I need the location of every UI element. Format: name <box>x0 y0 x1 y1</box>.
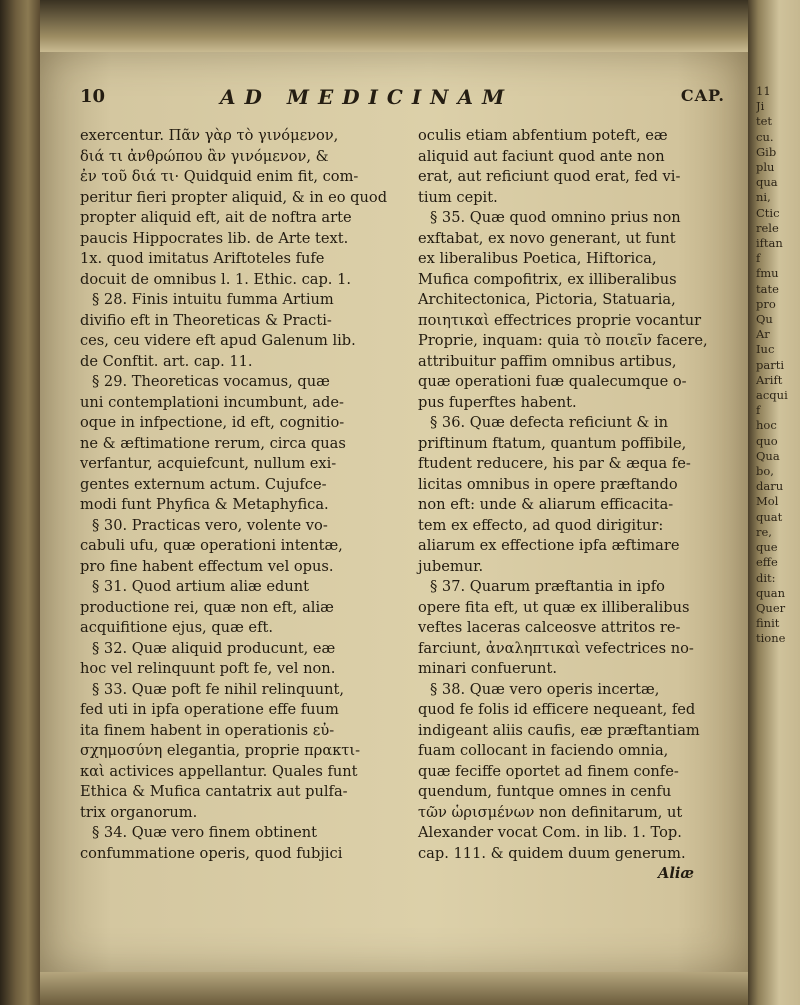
facing-page-fragment: Gib <box>756 144 777 159</box>
page-number: 10 <box>80 86 106 107</box>
facing-page-fragment: Qu <box>756 312 773 327</box>
left-text-column <box>80 126 400 864</box>
text-line: acquifitione ejus, quæ eft. <box>80 619 273 636</box>
facing-page-fragment: effe <box>756 555 778 570</box>
facing-page-fragment: Ctic <box>756 205 780 220</box>
text-line: attribuitur paffim omnibus artibus, <box>418 352 677 370</box>
text-line: τῶν ὡρισμένων non definitarum, ut <box>418 803 683 821</box>
text-line: Aliæ <box>658 865 695 882</box>
text-line: quæ feciffe oportet ad finem confe- <box>418 762 679 780</box>
facing-page-fragment: bo, <box>756 464 774 479</box>
text-line: § 35. Quæ quod omnino prius non <box>430 209 681 226</box>
text-line: oculis etiam abfentium poteft, eæ <box>418 127 668 144</box>
text-line: docuit de omnibus l. 1. Ethic. cap. 1. <box>80 270 352 288</box>
text-line: Alexander vocat Com. in lib. 1. Top. <box>418 824 682 841</box>
chapter-abbreviation: CAP. <box>680 86 725 105</box>
book-binding-left <box>0 0 40 1005</box>
facing-page-fragment: Arift <box>756 372 783 387</box>
facing-page-text-strip <box>756 84 800 647</box>
text-line: cabuli ufu, quæ operationi intentæ, <box>80 537 343 554</box>
facing-page-fragment: pro <box>756 296 776 311</box>
text-line: Ethica & Mufica cantatrix aut pulfa- <box>80 783 348 800</box>
text-line: Architectonica, Pictoria, Statuaria, <box>418 291 676 308</box>
facing-page-fragment: quan <box>756 585 786 600</box>
text-line: oque in infpectione, id eft, cognitio- <box>80 414 345 431</box>
text-line: minari confuerunt. <box>418 660 557 677</box>
text-line: erat, aut reficiunt quod erat, fed vi- <box>418 168 681 185</box>
text-line: § 37. Quarum præftantia in ipfo <box>430 578 665 595</box>
text-line: divifio eft in Theoreticas & Practi- <box>80 311 332 329</box>
text-line: jubemur. <box>418 557 484 575</box>
text-line: paucis Hippocrates lib. de Arte text. <box>80 229 349 247</box>
text-line: διά τι ἀνθρώπου ἂν γινόμενον, & <box>80 147 329 165</box>
text-line: aliarum ex effectione ipfa æftimare <box>418 537 680 554</box>
text-line: § 38. Quæ vero operis incertæ, <box>430 680 660 698</box>
facing-page-fragment: Iuc <box>756 342 775 357</box>
text-line: productione rei, quæ non eft, aliæ <box>80 598 334 616</box>
text-line: ita finem habent in operationis εὐ- <box>80 721 335 739</box>
facing-page-fragment: tate <box>756 281 779 296</box>
text-line: § 28. Finis intuitu fumma Artium <box>92 291 334 308</box>
text-line: fed uti in ipfa operatione effe fuum <box>80 701 339 718</box>
text-line: verfantur, acquiefcunt, nullum exi- <box>80 455 337 472</box>
text-line: ἐν τοῦ διά τι· Quidquid enim fit, com- <box>80 168 359 185</box>
facing-page-fragment: iftan <box>756 236 783 251</box>
facing-page-fragment: ni, <box>756 190 771 205</box>
text-line: peritur fieri propter aliquid, & in eo quod <box>80 188 388 206</box>
text-line: hoc vel relinquunt poft fe, vel non. <box>80 660 336 677</box>
text-line: ex liberalibus Poetica, Hiftorica, <box>418 250 657 267</box>
facing-page-fragment: fmu <box>756 266 779 281</box>
text-line: licitas omnibus in opere præftando <box>418 475 678 493</box>
page-top-shadow <box>40 0 748 52</box>
text-line: opere fita eft, ut quæ ex illiberalibus <box>418 598 690 616</box>
text-line: § 31. Quod artium aliæ edunt <box>92 578 310 595</box>
text-line: καὶ activices appellantur. Quales funt <box>80 762 358 780</box>
text-line: ne & æftimatione rerum, circa quas <box>80 434 346 452</box>
text-line: veftes laceras calceosve attritos re- <box>418 619 681 636</box>
text-line: quod fe folis id efficere nequeant, fed <box>418 701 696 718</box>
right-text-column <box>418 126 740 885</box>
facing-page-fragment: re, <box>756 524 772 539</box>
facing-page-fragment: plu <box>756 160 775 175</box>
text-line: exercentur. Πᾶν γὰρ τὸ γινόμενον, <box>80 127 339 144</box>
facing-page-fragment: hoc <box>756 418 777 433</box>
text-line: priftinum ftatum, quantum poffibile, <box>418 434 687 452</box>
facing-page-fragment: f <box>756 251 761 266</box>
facing-page-fragment: dit: <box>756 570 776 585</box>
facing-page-fragment: que <box>756 540 778 555</box>
facing-page-fragment: Qua <box>756 448 780 463</box>
facing-page-fragment: Quer <box>756 600 786 615</box>
facing-page-fragment: Mol <box>756 494 779 509</box>
text-line: cap. 111. & quidem duum generum. <box>418 844 686 862</box>
text-line: § 29. Theoreticas vocamus, quæ <box>92 373 330 390</box>
facing-page-fragment: f <box>756 403 761 418</box>
text-line: ftudent reducere, his par & æqua fe- <box>418 455 691 472</box>
text-line: quæ operationi fuæ qualecumque o- <box>418 373 687 390</box>
facing-page-fragment: rele <box>756 220 779 235</box>
facing-page-fragment: finit <box>756 616 780 631</box>
text-line: pro fine habent effectum vel opus. <box>80 557 334 575</box>
facing-page-fragment: quo <box>756 433 778 448</box>
text-line: indigeant aliis caufis, eæ præftantiam <box>418 721 700 739</box>
text-line: § 36. Quæ defecta reficiunt & in <box>430 414 669 431</box>
facing-page-fragment: tione <box>756 631 786 646</box>
text-line: modi funt Phyfica & Metaphyfica. <box>80 496 329 513</box>
text-line: aliquid aut faciunt quod ante non <box>418 147 665 165</box>
text-line: gentes externum actum. Cujufce- <box>80 475 327 493</box>
facing-page-fragment: daru <box>756 479 784 494</box>
facing-page-fragment: Ji <box>756 99 765 114</box>
facing-page-fragment: acqui <box>756 388 788 403</box>
page-header <box>80 86 730 116</box>
facing-page-fragment: quat <box>756 509 783 524</box>
text-line: tem ex effecto, ad quod dirigitur: <box>418 516 664 534</box>
text-line: Mufica compofitrix, ex illiberalibus <box>418 270 677 288</box>
text-line: exftabat, ex novo generant, ut funt <box>418 229 676 247</box>
text-line: propter aliquid eft, ait de noftra arte <box>80 209 352 226</box>
text-line: 1x. quod imitatus Ariftoteles fufe <box>80 250 325 267</box>
text-line: confummatione operis, quod fubjici <box>80 844 343 862</box>
text-line: § 30. Practicas vero, volente vo- <box>92 516 328 534</box>
text-line: trix organorum. <box>80 803 198 821</box>
text-line: § 33. Quæ poft fe nihil relinquunt, <box>92 680 345 698</box>
text-line: farciunt, ἀναληπτικαὶ vefectrices no- <box>418 639 694 657</box>
facing-page-fragment: tet <box>756 114 773 129</box>
text-line: de Conftit. art. cap. 11. <box>80 352 253 370</box>
text-line: § 32. Quæ aliquid producunt, eæ <box>92 639 336 657</box>
text-line: ces, ceu videre eft apud Galenum lib. <box>80 332 356 349</box>
text-line: Proprie, inquam: quia τὸ ποιεῖν facere, <box>418 332 708 349</box>
text-line: § 34. Quæ vero finem obtinent <box>92 824 317 841</box>
text-line: σχημοσύνη elegantia, proprie πρακτι- <box>80 742 361 759</box>
text-line: quendum, funtque omnes in cenfu <box>418 783 672 800</box>
text-line: tium cepit. <box>418 188 498 206</box>
text-line: non eft: unde & aliarum efficacita- <box>418 496 674 513</box>
facing-page-fragment: cu. <box>756 129 774 144</box>
facing-page-fragment: parti <box>756 357 785 372</box>
text-line: ποιητικαὶ effectrices proprie vocantur <box>418 311 702 329</box>
facing-page-fragment: 11 <box>756 84 771 98</box>
running-title: AD MEDICINAM <box>220 85 514 109</box>
text-line: pus fuperftes habent. <box>418 393 577 411</box>
page-bottom-shadow <box>40 972 748 1005</box>
facing-page-fragment: Ar <box>756 327 770 342</box>
text-line: fuam collocant in faciendo omnia, <box>418 742 669 759</box>
text-line: uni contemplationi incumbunt, ade- <box>80 393 344 411</box>
facing-page-fragment: qua <box>756 175 778 190</box>
